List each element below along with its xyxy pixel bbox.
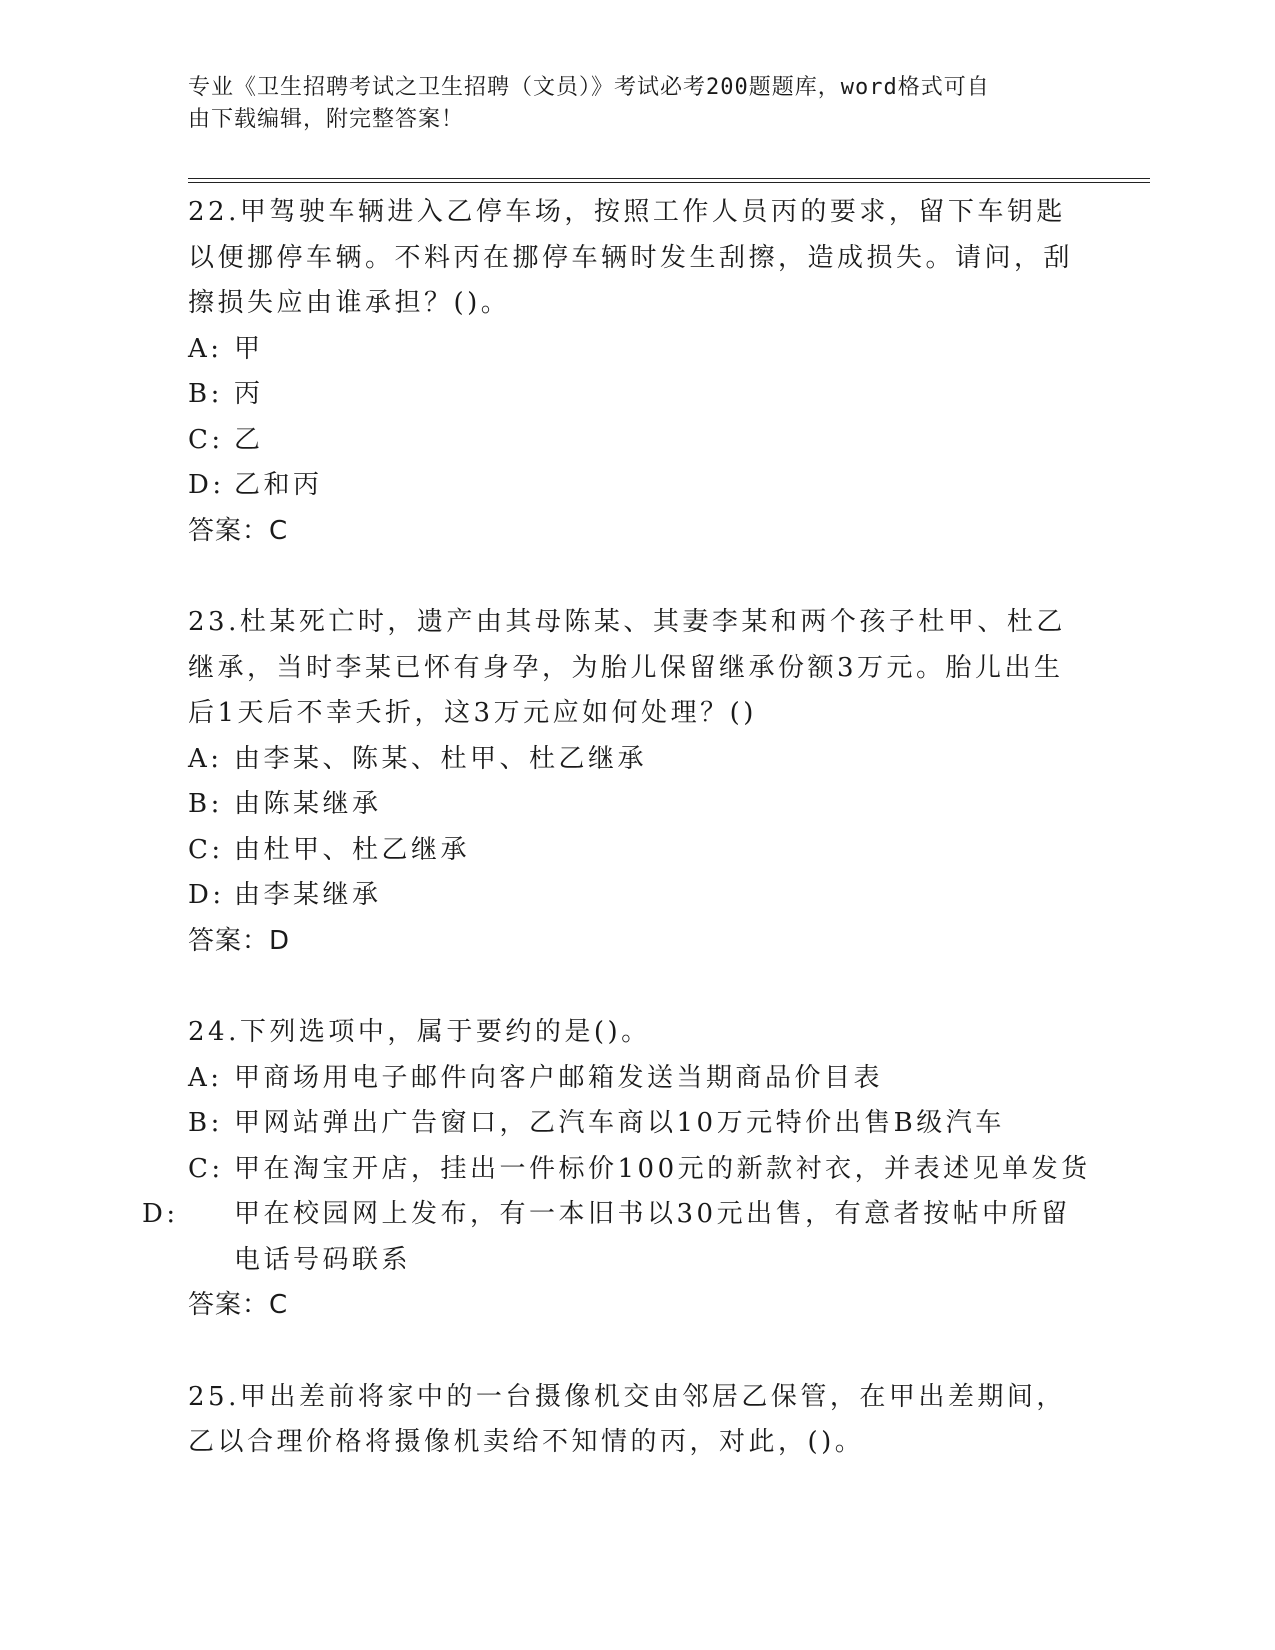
answer-label: 答案：C: [188, 1290, 289, 1320]
header-line-1: 专业《卫生招聘考试之卫生招聘（文员）》考试必考200题题库，word格式可自: [188, 75, 990, 100]
header-divider-top: [188, 178, 1150, 179]
option-d: [188, 873, 1088, 919]
option-key: A:: [188, 333, 223, 364]
option-a: [188, 327, 1088, 373]
option-text: 甲商场用电子邮件向客户邮箱发送当期商品价目表: [234, 1062, 884, 1093]
option-key: C:: [188, 1153, 224, 1184]
option-text: 由陈某继承: [234, 789, 382, 819]
option-key: D:: [142, 1199, 179, 1229]
option-d: [142, 1192, 1088, 1283]
option-c: [188, 1147, 1091, 1193]
question-list: [142, 190, 1091, 1512]
option-text: 甲: [234, 333, 264, 364]
option-key: D:: [188, 880, 225, 910]
option-key: D:: [188, 470, 225, 500]
option-text: 由李某继承: [234, 880, 382, 910]
answer-label: 答案：C: [188, 515, 289, 546]
option-a: [188, 1056, 1088, 1102]
option-c: [188, 418, 1088, 464]
option-b: [188, 782, 1088, 828]
answer-label: 答案：D: [188, 925, 291, 956]
question-text: 23.杜某死亡时，遗产由其母陈某、其妻李某和两个孩子杜甲、杜乙继承，当时李某已怀有身孕，为胎儿保留继承份额3万元。胎儿出生后1天后不幸夭折，这3万元应如何处理？(): [188, 607, 1066, 728]
option-key: B:: [188, 789, 223, 819]
question-text: 22.甲驾驶车辆进入乙停车场，按照工作人员丙的要求，留下车钥匙以便挪停车辆。不料丙在挪停车辆时发生刮擦，造成损失。请问，刮擦损失应由谁承担？()。: [188, 197, 1074, 318]
option-key: B:: [188, 379, 223, 409]
question-22: [188, 190, 1088, 554]
document-header: [188, 72, 1088, 136]
option-key: C:: [188, 834, 224, 865]
option-text: 甲在淘宝开店，挂出一件标价100元的新款衬衣，并表述见单发货: [234, 1153, 1091, 1184]
question-text: 24.下列选项中，属于要约的是()。: [188, 1017, 651, 1047]
question-24: [142, 1010, 1091, 1329]
option-text: 由李某、陈某、杜甲、杜乙继承: [234, 743, 648, 774]
question-25: [188, 1375, 1088, 1466]
option-c: [188, 828, 1088, 874]
question-text: 25.甲出差前将家中的一台摄像机交由邻居乙保管，在甲出差期间，乙以合理价格将摄像机卖给不知情的丙，对此，()。: [188, 1381, 1066, 1457]
option-key: A:: [188, 1062, 223, 1093]
header-divider-bottom: [188, 182, 1150, 183]
option-text: 乙: [234, 424, 264, 455]
option-text: 甲网站弹出广告窗口，乙汽车商以10万元特价出售B级汽车: [234, 1108, 1005, 1138]
option-b: [188, 1101, 1088, 1147]
question-23: [188, 600, 1088, 964]
option-text: 乙和丙: [234, 470, 323, 500]
option-a: [188, 737, 1088, 783]
option-key: C:: [188, 424, 224, 455]
option-b: [188, 372, 1088, 418]
option-text: 丙: [234, 379, 264, 409]
option-text: 由杜甲、杜乙继承: [234, 834, 471, 865]
header-line-2: 由下载编辑，附完整答案！: [188, 107, 465, 132]
option-text: 甲在校园网上发布，有一本旧书以30元出售，有意者按帖中所留电话号码联系: [234, 1199, 1071, 1275]
option-key: A:: [188, 743, 223, 774]
option-key: B:: [188, 1108, 223, 1138]
option-d: [188, 463, 1088, 509]
